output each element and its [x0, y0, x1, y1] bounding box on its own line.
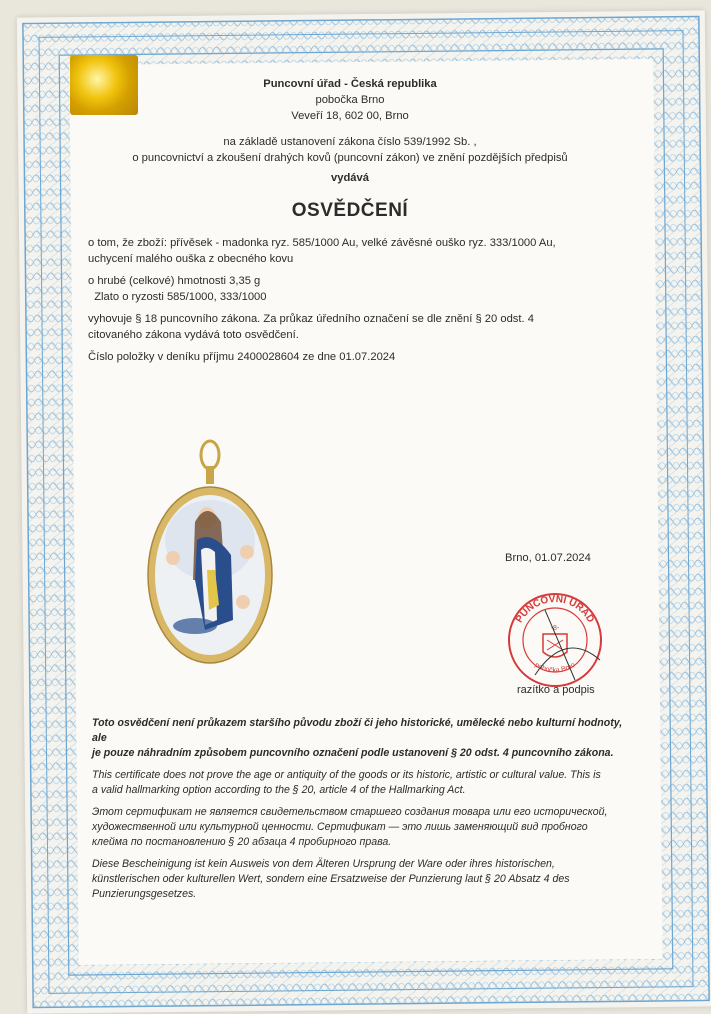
- stamp-bottom-text: pobočka Brno: [533, 661, 577, 675]
- svg-text:PUNCOVNÍ ÚŘAD: [514, 593, 596, 625]
- disclaimer-ru-2: художественной или культурной ценности. Сертификат — это лишь заменяющий вид пробного: [92, 821, 588, 833]
- disclaimer-ru-1: Этот сертификат не является свидетельством старшего создания товара или его исторической,: [92, 806, 608, 818]
- gold-fineness: Zlato o ryzosti 585/1000, 333/1000: [94, 291, 267, 303]
- stamp-signature-label: razítko a podpis: [517, 684, 595, 696]
- law-reference-1: na základě ustanovení zákona číslo 539/1992 Sb. ,: [223, 136, 477, 148]
- compliance-2: citovaného zákona vydává toto osvědčení.: [88, 329, 299, 341]
- issues-label: vydává: [331, 172, 369, 184]
- stamp-top-text: PUNCOVNÍ ÚŘAD: [513, 593, 597, 625]
- disclaimer-ru-3: клейма по постановлению § 20 абзаца 4 пробирного права.: [92, 836, 392, 848]
- pendant-photo: [135, 430, 285, 670]
- disclaimer-cz-1: Toto osvědčení není průkazem staršího původu zboží či jeho historické, umělecké nebo kulturní hodnoty, ale: [92, 717, 623, 744]
- issuer-header: [100, 76, 600, 186]
- document-title: OSVĚDČENÍ: [291, 200, 409, 221]
- address: Veveří 18, 602 00, Brno: [291, 110, 409, 122]
- disclaimer-de-1: Diese Bescheinigung ist kein Ausweis von dem Älteren Ursprung der Ware oder ihres historischen,: [92, 858, 555, 870]
- gross-weight: o hrubé (celkové) hmotnosti 3,35 g: [88, 275, 261, 287]
- official-stamp: [505, 590, 605, 690]
- disclaimer-cz-2: je pouze náhradním způsobem puncovního označení podle ustanovení § 20 odst. 4 puncovního zákona.: [92, 747, 614, 759]
- stamp-number: -8-: [550, 625, 560, 632]
- disclaimer-de-2: künstlerischen oder kulturellen Wert, sondern eine Ersatzweise der Punzierung laut § 20 Absatz 4 des: [92, 873, 570, 885]
- place-and-date: Brno, 01.07.2024: [505, 552, 591, 564]
- goods-description-2: uchycení malého ouška z obecného kovu: [88, 253, 294, 265]
- disclaimer-de-3: Punzierungsgesetzes.: [92, 888, 197, 900]
- compliance-1: vyhovuje § 18 puncovního zákona. Za průkaz úředního označení se dle znění § 20 odst. 4: [88, 313, 534, 325]
- office-name: Puncovní úřad: [263, 78, 341, 90]
- disclaimer-footer: [92, 716, 632, 909]
- certificate-body: [88, 235, 618, 371]
- office-country: - Česká republika: [340, 78, 437, 90]
- disclaimer-en-2: a valid hallmarking option according to the § 20, article 4 of the Hallmarking Act.: [92, 784, 466, 796]
- goods-description-1: o tom, že zboží: přívěsek - madonka ryz. 585/1000 Au, velké závěsné ouško ryz. 333/1000 Au,: [88, 237, 556, 249]
- disclaimer-en-1: This certificate does not prove the age or antiquity of the goods or its historic, artistic or cultural value. This is: [92, 769, 601, 781]
- law-reference-2: o puncovnictví a zkoušení drahých kovů (puncovní zákon) ve znění pozdějších předpisů: [132, 152, 568, 164]
- branch: pobočka Brno: [315, 94, 385, 106]
- item-number: Číslo položky v deníku příjmu 2400028604 ze dne 01.07.2024: [88, 351, 396, 363]
